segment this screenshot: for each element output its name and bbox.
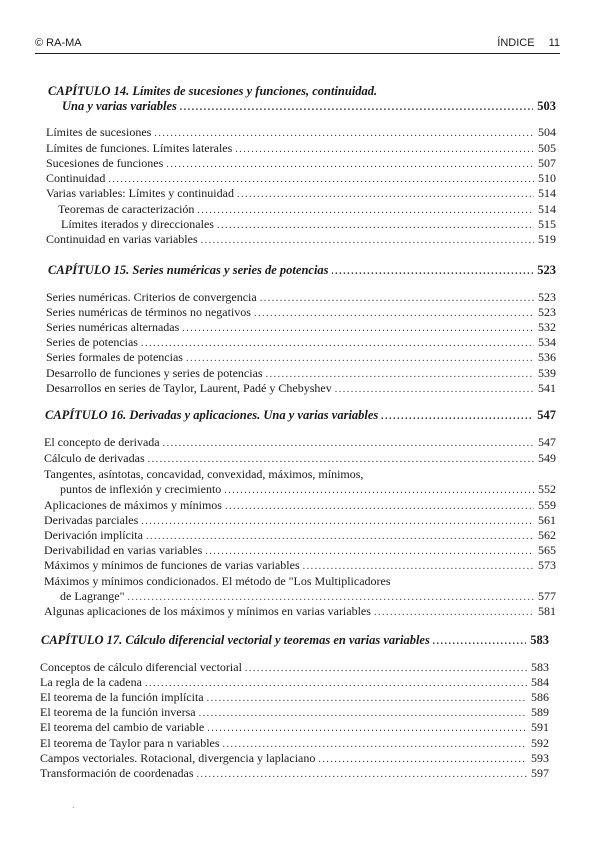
chapter-14-entry[interactable]: Una y varias variables ..... 503 — [62, 99, 556, 114]
toc-entry[interactable]: Varias variables: Límites y continuidad ..... 514 — [46, 186, 556, 201]
toc-entry[interactable]: Algunas aplicaciones de los máximos y mínimos en varias variables ..... 581 — [44, 604, 556, 619]
toc-entry[interactable]: Conceptos de cálculo diferencial vectorial ..... 583 — [40, 660, 549, 675]
toc-entry[interactable]: Desarrollos en series de Taylor, Laurent, Padé y Chebyshev ..... 541 — [46, 381, 556, 396]
chapter-17-page: 583 — [530, 633, 549, 647]
chapter-16-page: 547 — [537, 408, 556, 422]
toc-entry[interactable]: Aplicaciones de máximos y mínimos ..... 559 — [44, 498, 556, 513]
toc-entry[interactable]: Continuidad en varias variables ..... 519 — [46, 232, 556, 247]
toc-entry-line1: Máximos y mínimos condicionados. El método de "Los Multiplicadores — [44, 574, 391, 588]
running-title — [497, 37, 560, 49]
toc-entry[interactable]: Series numéricas. Criterios de convergencia ..... 523 — [46, 290, 556, 305]
toc-entry[interactable]: Derivación implícita ..... 562 — [44, 528, 556, 543]
toc-entry[interactable]: El concepto de derivada ..... 547 — [44, 435, 556, 450]
toc-entry[interactable]: Transformación de coordenadas ..... 597 — [40, 766, 549, 781]
toc-entry[interactable]: El teorema de la función implícita ..... 586 — [40, 690, 549, 705]
toc-entry[interactable]: Continuidad ..... 510 — [46, 171, 556, 186]
toc-entry[interactable]: Límites de funciones. Límites laterales ..... 505 — [46, 141, 556, 156]
chapter-14-title: CAPÍTULO 14. Límites de sucesiones y funciones, continuidad. — [48, 84, 378, 98]
toc-entry[interactable]: Derivadas parciales ..... 561 — [44, 513, 556, 528]
toc-subentry[interactable]: Límites iterados y direccionales ..... 515 — [61, 217, 556, 232]
chapter-14-page: 503 — [537, 99, 556, 113]
toc-entry[interactable]: Campos vectoriales. Rotacional, divergencia y laplaciano ..... 593 — [40, 751, 549, 766]
page-number: 11 — [548, 37, 560, 49]
toc-entry[interactable]: de Lagrange" ..... 577 — [60, 589, 556, 604]
page-header — [35, 31, 560, 54]
toc-entry[interactable]: El teorema de Taylor para n variables ..... 592 — [40, 736, 549, 751]
toc-entry[interactable]: Sucesiones de funciones ..... 507 — [46, 156, 556, 171]
chapter-16-entry[interactable]: CAPÍTULO 16. Derivadas y aplicaciones. Una y varias variables ..... 547 — [45, 408, 556, 423]
toc-entry[interactable]: Series numéricas alternadas ..... 532 — [46, 320, 556, 335]
toc-entry[interactable]: Límites de sucesiones ..... 504 — [46, 125, 556, 140]
toc-entry[interactable]: Máximos y mínimos de funciones de varias variables ..... 573 — [44, 558, 556, 573]
toc-entry[interactable]: El teorema de la función inversa ..... 589 — [40, 705, 549, 720]
section-title: ÍNDICE — [497, 37, 535, 49]
toc-entry[interactable]: Desarrollo de funciones y series de potencias ..... 539 — [46, 366, 556, 381]
toc-subentry[interactable]: Teoremas de caracterización ..... 514 — [58, 202, 556, 217]
publisher-mark: © RA-MA — [35, 37, 82, 49]
toc-entry[interactable]: Series formales de potencias ..... 536 — [46, 350, 556, 365]
print-speck: . — [72, 800, 75, 811]
chapter-15-page: 523 — [537, 263, 556, 277]
toc-entry[interactable]: Derivabilidad en varias variables ..... 565 — [44, 543, 556, 558]
chapter-17-entry[interactable]: CAPÍTULO 17. Cálculo diferencial vectorial y teoremas en varias variables ..... 583 — [41, 633, 549, 648]
toc-entry-line1: Tangentes, asíntotas, concavidad, convexidad, máximos, mínimos, — [44, 467, 364, 481]
toc-entry[interactable]: La regla de la cadena ..... 584 — [40, 675, 549, 690]
chapter-15-entry[interactable]: CAPÍTULO 15. Series numéricas y series de potencias ..... 523 — [48, 263, 556, 278]
toc-entry[interactable]: Series de potencias ..... 534 — [46, 335, 556, 350]
toc-entry[interactable]: El teorema del cambio de variable ..... 591 — [40, 720, 549, 735]
toc-entry[interactable]: puntos de inflexión y crecimiento ..... 552 — [60, 482, 556, 497]
toc-entry[interactable]: Series numéricas de términos no negativos ..... 523 — [46, 305, 556, 320]
toc-entry[interactable]: Cálculo de derivadas ..... 549 — [44, 451, 556, 466]
